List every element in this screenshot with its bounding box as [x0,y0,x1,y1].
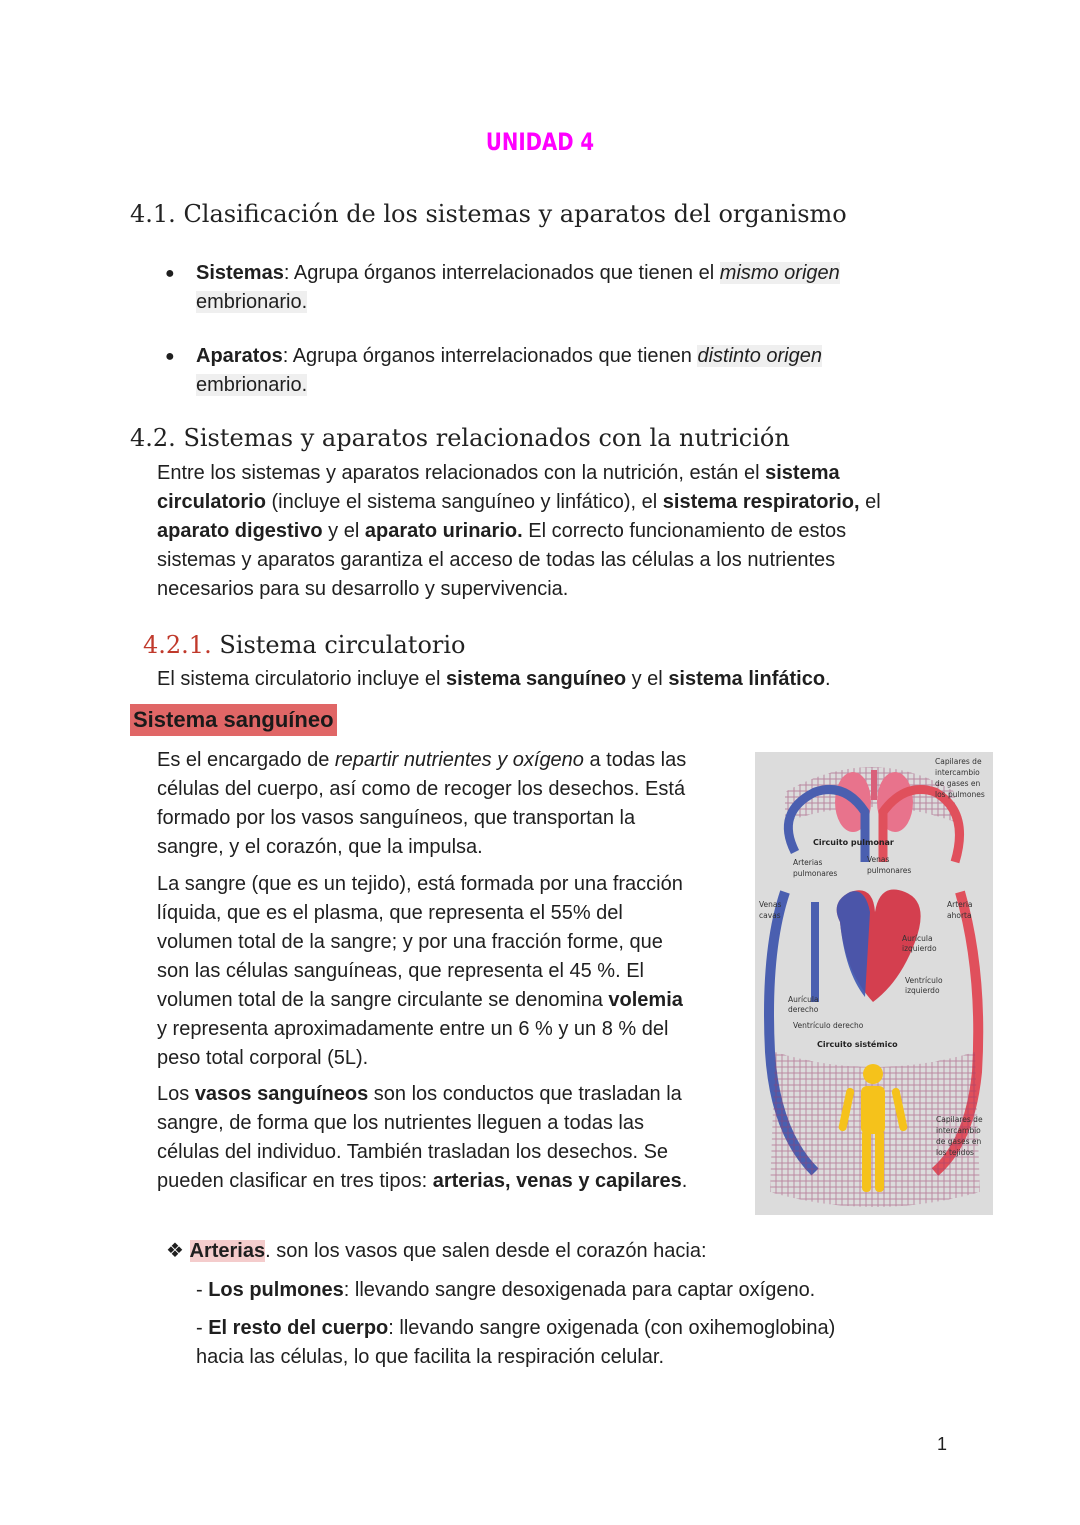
text: son las células sanguíneas, que representa el 45 %. El [157,960,644,982]
heading-4-2-1 [143,631,465,659]
text: sangre, de forma que los nutrientes lleguen a todas las [157,1112,644,1134]
bullet-icon: ● [165,348,175,365]
svg-text:Ventrículoizquierdo: Ventrículo izquierdo [905,976,943,995]
paragraph-sanguineo-1 [157,746,747,862]
text: sistemas y aparatos garantiza el acceso de todas las células a los nutrientes [157,549,836,571]
text: El sistema circulatorio incluye el [157,668,446,690]
bold: vasos sanguíneos [194,1083,369,1105]
text: volumen total de la sangre; y por una fracción forme, que [157,931,663,953]
text: formado por los vasos sanguíneos, que transportan la [157,807,636,829]
heading-number: 4.1. [130,200,176,228]
svg-text:Venaspulmonares: Venas pulmonares [867,855,912,875]
bold: El resto del cuerpo [208,1317,389,1339]
svg-text:Venascavas: Venas cavas [759,900,782,920]
text: - [196,1317,209,1339]
highlight [720,262,840,284]
term: Sistemas [196,262,284,284]
svg-text:Aurículaderecho: Aurícula derecho [788,995,819,1014]
arterias-subitem [196,1276,815,1305]
paragraph-sanguineo-3 [157,1080,747,1196]
text: y el [322,520,365,542]
bold: aparato urinario. [364,520,523,542]
svg-text:Capilares deintercambiode gase: Capilares de intercambio de gases en los pulmones [935,757,985,799]
text: a todas las [583,749,687,771]
text: El correcto funcionamiento de estos [522,520,847,542]
text: pueden clasificar en tres tipos: [157,1170,433,1192]
bullet-icon: ● [165,265,175,282]
svg-text:Arteriaahorta: Arteria ahorta [947,900,973,920]
emphasis: repartir nutrientes y oxígeno [334,749,584,771]
text: y el [626,668,669,690]
text: y representa aproximadamente entre un 6 % y un 8 % del [157,1018,669,1040]
svg-text:Capilares deintercambiode gase: Capilares de intercambio de gases en los tejidos [936,1115,983,1157]
text: peso total corporal (5L). [157,1047,369,1069]
section-badge: Sistema sanguíneo [130,704,337,736]
page-number: 1 [936,1434,947,1454]
text: sangre, y el corazón, que la impulsa. [157,836,483,858]
svg-text:Arteriaspulmonares: Arterias pulmonares [793,858,838,878]
bold: aparato digestivo [157,520,323,542]
list-item [165,342,822,400]
bold: sistema sanguíneo [446,668,627,690]
bold: sistema [765,462,840,484]
bold: volemia [608,989,683,1011]
arterias-subitem [196,1314,835,1372]
text: : llevando sangre desoxigenada para captar oxígeno. [343,1279,816,1301]
text: son los conductos que trasladan la [368,1083,682,1105]
text: . [825,668,831,690]
term: Aparatos [196,345,283,367]
text: : llevando sangre oxigenada (con oxihemoglobina) [388,1317,836,1339]
text: - [196,1279,209,1301]
text: La sangre (que es un tejido), está formada por una fracción [157,873,683,895]
text: (incluye el sistema sanguíneo y linfático), el [265,491,663,513]
label-circuito-sistemico: Circuito sistémico [817,1040,898,1049]
heading-text: Sistemas y aparatos relacionados con la nutrición [183,424,790,452]
list-item [165,259,840,317]
heading-text: Sistema circulatorio [219,631,466,659]
diamond-bullet-icon: ❖ [166,1240,184,1262]
bold: sistema linfático [668,668,826,690]
text: Es el encargado de [157,749,335,771]
heading-text: Clasificación de los sistemas y aparatos del organismo [183,200,847,228]
text: : Agrupa órganos interrelacionados que tienen [282,345,692,367]
text: embrionario. [196,291,308,313]
bold: circulatorio [157,491,266,513]
circulatory-diagram [755,752,993,1215]
text: líquida, que es el plasma, que representa el 55% del [157,902,623,924]
text: hacia las células, lo que facilita la respiración celular. [196,1346,665,1368]
emphasis: mismo origen [719,262,840,284]
paragraph-nutricion [157,459,957,604]
heading-number: 4.2.1. [143,631,212,659]
svg-text:Ventrículo derecho: Ventrículo derecho [793,1021,864,1030]
text: . [681,1170,688,1192]
term: Arterias [189,1240,266,1262]
paragraph-circulatorio [157,665,957,694]
bold: sistema respiratorio, [662,491,860,513]
text: células del cuerpo, así como de recoger los desechos. Está [157,778,686,800]
heading-4-1 [130,200,847,228]
text: Entre los sistemas y aparatos relacionados con la nutrición, están el [157,462,766,484]
text: necesarios para su desarrollo y supervivencia. [157,578,569,600]
label-circuito-pulmonar: Circuito pulmonar [813,838,894,847]
heading-number: 4.2. [130,424,176,452]
highlight [697,345,822,367]
text: células del individuo. También trasladan los desechos. Se [157,1141,669,1163]
unit-title: UNIDAD 4 [485,128,595,156]
emphasis: distinto origen [697,345,822,367]
bold: Los pulmones [208,1279,344,1301]
text: embrionario. [196,374,308,396]
arterias-item [166,1237,707,1266]
circulatory-diagram-svg [755,752,993,1215]
text: : Agrupa órganos interrelacionados que tienen el [283,262,715,284]
text: . son los vasos que salen desde el corazón hacia: [265,1240,707,1262]
text: el [859,491,881,513]
text: volumen total de la sangre circulante se denomina [157,989,609,1011]
svg-text:Aurículaizquierdo: Aurícula izquierdo [902,934,937,953]
bold: arterias, venas y capilares [432,1170,682,1192]
heading-4-2 [130,424,790,452]
text: Los [157,1083,195,1105]
paragraph-sanguineo-2 [157,870,747,1073]
